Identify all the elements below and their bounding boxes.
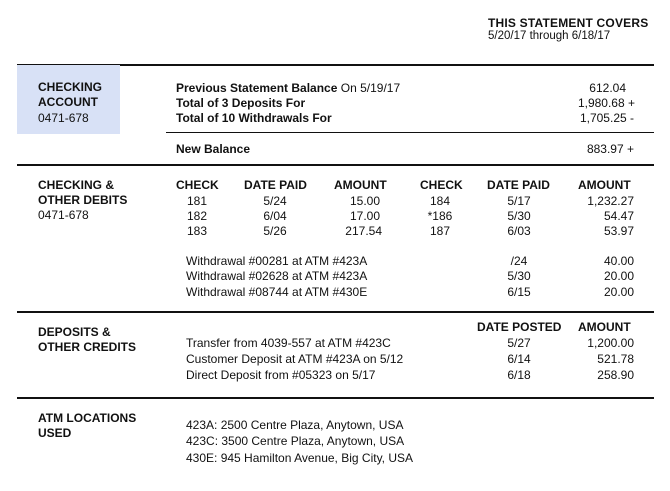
summary-row-previous-balance: [176, 81, 400, 95]
atm-label-line2: USED: [38, 426, 72, 440]
check-number: *186: [427, 209, 453, 223]
deposit-description: Customer Deposit at ATM #423A on 5/12: [186, 352, 404, 366]
withdrawal-amount: 40.00: [603, 254, 634, 268]
deposits-label-line2: OTHER CREDITS: [38, 340, 137, 354]
section-divider: [17, 164, 654, 166]
debits-label-line1: CHECKING &: [38, 178, 115, 192]
summary-row-amount: 1,980.68 +: [577, 96, 635, 110]
withdrawal-description: Withdrawal #08744 at ATM #430E: [186, 285, 368, 299]
check-date: 6/04: [263, 209, 287, 223]
check-number: 181: [186, 194, 208, 208]
atm-label-line1: ATM LOCATIONS: [38, 411, 137, 425]
deposit-description: Transfer from 4039-557 at ATM #423C: [186, 336, 391, 350]
debits-label-line2: OTHER DEBITS: [38, 193, 128, 207]
check-amount: 53.97: [603, 224, 634, 238]
col-header-amount: AMOUNT: [334, 178, 387, 192]
check-amount: 1,232.27: [587, 194, 634, 208]
check-amount: 217.54: [345, 224, 382, 238]
statement-period-title: THIS STATEMENT COVERS: [488, 16, 649, 30]
summary-account-number: 0471-678: [38, 111, 89, 125]
summary-row-label-date: On 5/19/17: [337, 81, 401, 95]
deposit-amount: 521.78: [597, 352, 634, 366]
check-amount: 17.00: [349, 209, 380, 223]
section-divider: [17, 397, 654, 399]
deposits-label-line1: DEPOSITS &: [38, 325, 111, 339]
deposit-amount: 258.90: [597, 368, 634, 382]
deposit-date: 6/14: [507, 352, 531, 366]
col-header-date-posted: DATE POSTED: [477, 320, 562, 334]
check-date: 5/24: [263, 194, 287, 208]
withdrawal-description: Withdrawal #02628 at ATM #423A: [186, 269, 368, 283]
summary-row-amount: 1,705.25 -: [579, 111, 634, 125]
col-header-date-paid: DATE PAID: [487, 178, 550, 192]
check-date: 5/26: [263, 224, 287, 238]
col-header-amount: AMOUNT: [578, 320, 631, 334]
summary-row-deposits-total: Total of 3 Deposits For: [176, 96, 306, 110]
col-header-check: CHECK: [176, 178, 219, 192]
new-balance-amount: 883.97 +: [586, 142, 634, 156]
withdrawal-date: /24: [510, 254, 528, 268]
summary-row-withdrawals-total: Total of 10 Withdrawals For: [176, 111, 332, 125]
check-number: 182: [186, 209, 208, 223]
withdrawal-description: Withdrawal #00281 at ATM #423A: [186, 254, 368, 268]
summary-label-line1: CHECKING: [38, 80, 103, 94]
check-date: 5/30: [507, 209, 531, 223]
check-number: 184: [429, 194, 451, 208]
withdrawal-amount: 20.00: [603, 269, 634, 283]
statement-period: 5/20/17 through 6/18/17: [488, 30, 611, 42]
section-divider: [17, 311, 654, 313]
summary-row-label: Previous Statement Balance: [176, 81, 338, 95]
col-header-check: CHECK: [420, 178, 463, 192]
deposit-date: 5/27: [507, 336, 531, 350]
check-date: 6/03: [507, 224, 531, 238]
deposit-description: Direct Deposit from #05323 on 5/17: [186, 368, 376, 382]
withdrawal-amount: 20.00: [603, 285, 634, 299]
new-balance-label: New Balance: [176, 142, 251, 156]
check-number: 183: [186, 224, 208, 238]
withdrawal-date: 5/30: [507, 269, 531, 283]
withdrawal-date: 6/15: [507, 285, 531, 299]
check-amount: 15.00: [349, 194, 380, 208]
debits-account-number: 0471-678: [38, 208, 89, 222]
col-header-amount: AMOUNT: [578, 178, 631, 192]
atm-location: 423A: 2500 Centre Plaza, Anytown, USA: [186, 418, 404, 432]
summary-inner-divider: [166, 132, 654, 133]
deposit-date: 6/18: [507, 368, 531, 382]
col-header-date-paid: DATE PAID: [244, 178, 307, 192]
deposit-amount: 1,200.00: [587, 336, 634, 350]
summary-label-line2: ACCOUNT: [38, 95, 98, 109]
check-number: 187: [429, 224, 451, 238]
check-date: 5/17: [507, 194, 531, 208]
summary-row-amount: 612.04: [589, 81, 626, 95]
check-amount: 54.47: [603, 209, 634, 223]
atm-location: 430E: 945 Hamilton Avenue, Big City, USA: [186, 451, 414, 465]
atm-location: 423C: 3500 Centre Plaza, Anytown, USA: [186, 434, 405, 448]
